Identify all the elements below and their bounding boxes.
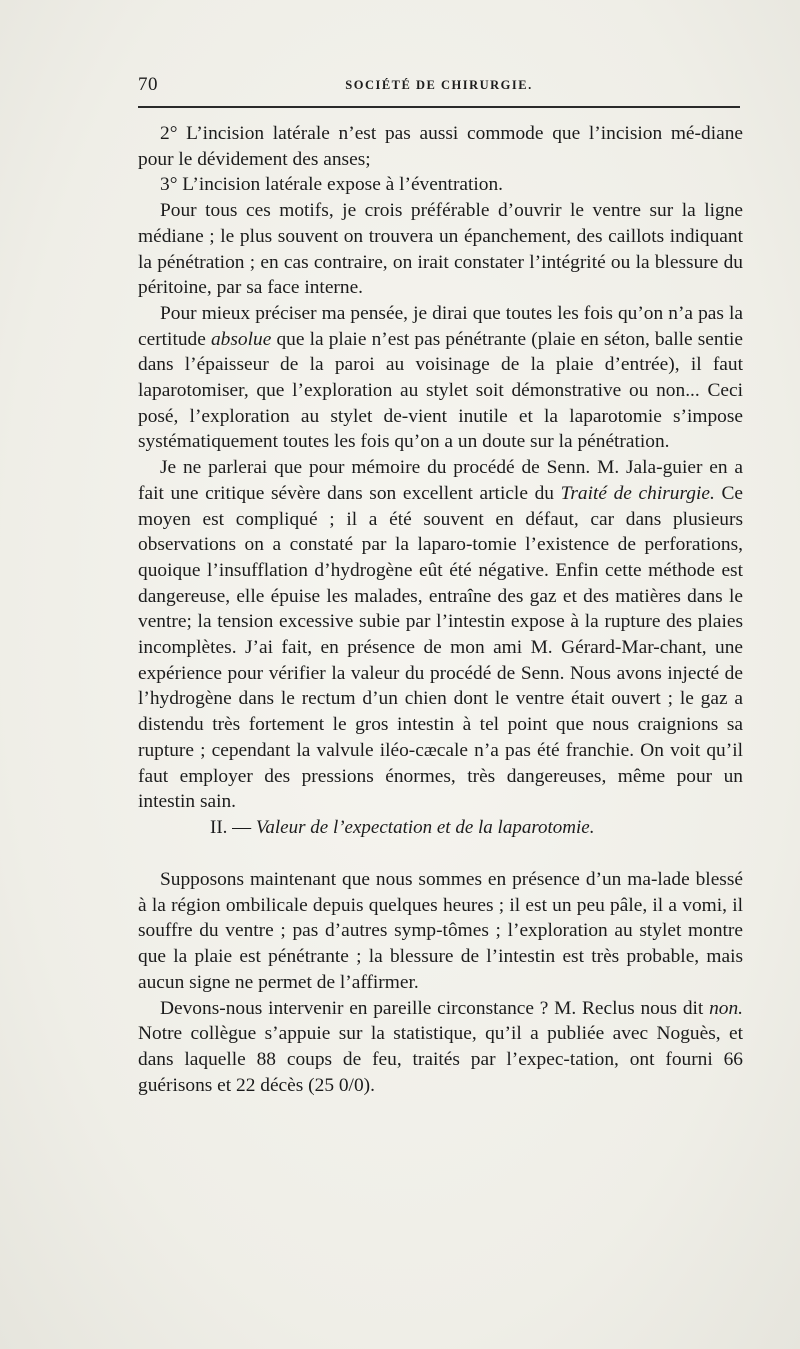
- paragraph-senn: [138, 455, 743, 815]
- section-heading: [138, 815, 743, 841]
- section-number: II. —: [210, 816, 256, 838]
- body-text: [138, 121, 743, 1098]
- stray-mark: [138, 841, 743, 867]
- paragraph-senn-end: Ce moyen est compliqué ; il a été souvent en défaut, car dans plusieurs observations on a constaté par la laparo-tomie l’existence de perforations, quoique l’insufflation d’hydrogène eût été négative. Enfin cette méthode est dangereuse, elle épuise les malades, entraîne des gaz et des matières dans le ventre; la tension excessive subie par l’intestin expose à la rupture des plaies incomplètes. J’ai fait, en présence de mon ami M. Gérard-Mar-chant, une expérience pour vérifier la valeur du procédé de Senn. Nous avons injecté de l’hydrogène dans le rectum d’un chien dont le ventre était ouvert ; le gaz a distendu très fortement le gros intestin à tel point que nous craignions sa rupture ; cependant la valvule iléo-cæcale n’a pas été franchie. On voit qu’il faut employer des pressions énormes, très dangereuses, même pour un intestin sain.: [138, 482, 744, 813]
- paragraph-devons-emphasis: non.: [709, 997, 743, 1019]
- paragraph-devons: [138, 996, 743, 1099]
- paragraph-devons-start: Devons-nous intervenir en pareille circonstance ? M. Reclus nous dit: [160, 997, 710, 1019]
- paragraph-senn-start: Je ne parlerai que pour mémoire du procédé de Senn. M. Jala-guier en a fait une critique sévère dans son excellent article du: [138, 457, 743, 504]
- paragraph-supposons: Supposons maintenant que nous sommes en présence d’un ma-lade blessé à la région ombilicale depuis quelques heures ; il est un peu pâle, il a vomi, il souffre du ventre ; pas d’autres symp-tômes ; l’exploration au stylet montre que la plaie est pénétrante ; la blessure de l’intestin est très probable, mais aucun signe ne permet de l’affirmer.: [138, 868, 743, 993]
- page-number: 70: [138, 74, 158, 95]
- paragraph-pensee-emphasis: absolue: [210, 328, 272, 350]
- header-rule: [138, 106, 740, 108]
- paragraph-pensee-end: que la plaie n’est pas pénétrante (plaie en séton, balle sentie dans l’épaisseur de la paroi au voisinage de la plaie d’entrée), il faut laparotomiser, que l’exploration au stylet soit démonstrative ou non... Ceci posé, l’exploration au stylet de-vient inutile et la laparotomie s’impose systématiquement toutes les fois qu’on a un doute sur la pénétration.: [138, 328, 743, 453]
- paragraph-senn-emphasis: Traité de chirurgie.: [560, 482, 715, 504]
- paragraph-pensee: [138, 301, 743, 455]
- paragraph-motifs: Pour tous ces motifs, je crois préférable d’ouvrir le ventre sur la ligne médiane ; le plus souvent on trouvera un épanchement, des caillots indiquant la pénétration ; en cas contraire, on irait constater l’intégrité ou la blessure du péritoine, par sa face interne.: [138, 200, 743, 299]
- paragraph-point-2: 2° L’incision latérale n’est pas aussi commode que l’incision mé-diane pour le dévidement des anses;: [138, 123, 743, 170]
- section-title: Valeur de l’expectation et de la laparotomie.: [255, 816, 595, 838]
- running-head: [138, 74, 740, 98]
- running-title: SOCIÉTÉ DE CHIRURGIE.: [345, 78, 533, 92]
- paragraph-pensee-start: Pour mieux préciser ma pensée, je dirai que toutes les fois qu’on n’a pas la certitude: [138, 302, 743, 350]
- paragraph-point-3: 3° L’incision latérale expose à l’éventration.: [160, 174, 504, 196]
- paragraph-devons-end: Notre collègue s’appuie sur la statistique, qu’il a publiée avec Noguès, et dans laquelle 88 coups de feu, traités par l’expec-tation, ont fourni 66 guérisons et 22 décès (25 0/0).: [138, 1023, 743, 1096]
